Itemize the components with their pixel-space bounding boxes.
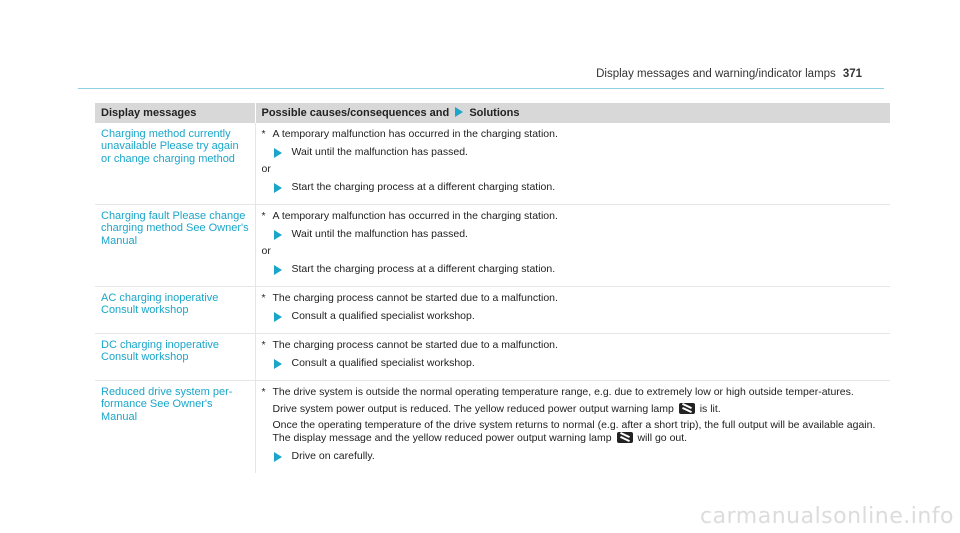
display-messages-table [95, 103, 890, 473]
cause: * A temporary malfunction has occurred in the charging station. [261, 210, 558, 222]
column-header-causes: Possible causes/consequences and [261, 107, 450, 119]
arrow-right-icon [455, 107, 463, 117]
display-message: DC charging inoperative Consult workshop [95, 334, 255, 381]
watermark: carmanualsonline.info [700, 504, 954, 529]
table-row [95, 334, 890, 381]
cause: * The drive system is outside the normal operating temperature range, e.g. due to extremely low or high outside temper-atures. [261, 386, 854, 398]
arrow-right-icon [274, 312, 282, 322]
column-header-solutions: Solutions [469, 107, 520, 119]
solution-step: Wait until the malfunction has passed. [262, 228, 886, 241]
reduced-power-warning-lamp-icon [617, 432, 633, 443]
table-row [95, 123, 890, 205]
arrow-right-icon [274, 230, 282, 240]
display-message: AC charging inoperative Consult workshop [95, 287, 255, 334]
table-row [95, 205, 890, 287]
display-message: Reduced drive system per-formance See Owner's Manual [95, 381, 255, 474]
page-header [596, 68, 862, 80]
cause: * The charging process cannot be started due to a malfunction. [261, 339, 558, 351]
star-marker: * [261, 386, 266, 398]
solution-step: Wait until the malfunction has passed. [262, 146, 886, 159]
causes-solutions-cell [255, 205, 890, 287]
display-message: Charging fault Please change charging method See Owner's Manual [95, 205, 255, 287]
arrow-right-icon [274, 183, 282, 193]
solution-step: Consult a qualified specialist workshop. [262, 357, 886, 370]
arrow-right-icon [274, 452, 282, 462]
solution-step: Start the charging process at a different charging station. [262, 263, 886, 276]
causes-solutions-cell [255, 334, 890, 381]
page-number: 371 [842, 68, 862, 80]
causes-solutions-cell [255, 123, 890, 205]
solution-step: Drive on carefully. [262, 450, 886, 463]
causes-solutions-cell [255, 381, 890, 474]
info-paragraph: Once the operating temperature of the drive system returns to normal (e.g. after a short trip), the full output will be available again. The display message and the yellow reduced power output warning lamp will go out. [272, 419, 876, 444]
table-row [95, 381, 890, 474]
table-header-row [95, 103, 890, 123]
star-marker: * [261, 292, 266, 304]
reduced-power-warning-lamp-icon [679, 403, 695, 414]
header-title: Display messages and warning/indicator lamps [596, 68, 836, 80]
cause: * The charging process cannot be started due to a malfunction. [261, 292, 558, 304]
column-header-display-messages: Display messages [95, 103, 255, 123]
table-row [95, 287, 890, 334]
cause: * A temporary malfunction has occurred in the charging station. [261, 128, 558, 140]
star-marker: * [261, 339, 266, 351]
solution-step: Consult a qualified specialist workshop. [262, 310, 886, 323]
info-paragraph: Drive system power output is reduced. The yellow reduced power output warning lamp is lit. [272, 403, 721, 415]
or-text: or [261, 245, 271, 257]
arrow-right-icon [274, 148, 282, 158]
star-marker: * [261, 210, 266, 222]
solution-step: Start the charging process at a different charging station. [262, 181, 886, 194]
column-header-causes-solutions [255, 103, 890, 123]
star-marker: * [261, 128, 266, 140]
display-message: Charging method currently unavailable Please try again or change charging method [95, 123, 255, 205]
arrow-right-icon [274, 265, 282, 275]
arrow-right-icon [274, 359, 282, 369]
causes-solutions-cell [255, 287, 890, 334]
or-text: or [261, 163, 271, 175]
header-rule [78, 88, 884, 89]
